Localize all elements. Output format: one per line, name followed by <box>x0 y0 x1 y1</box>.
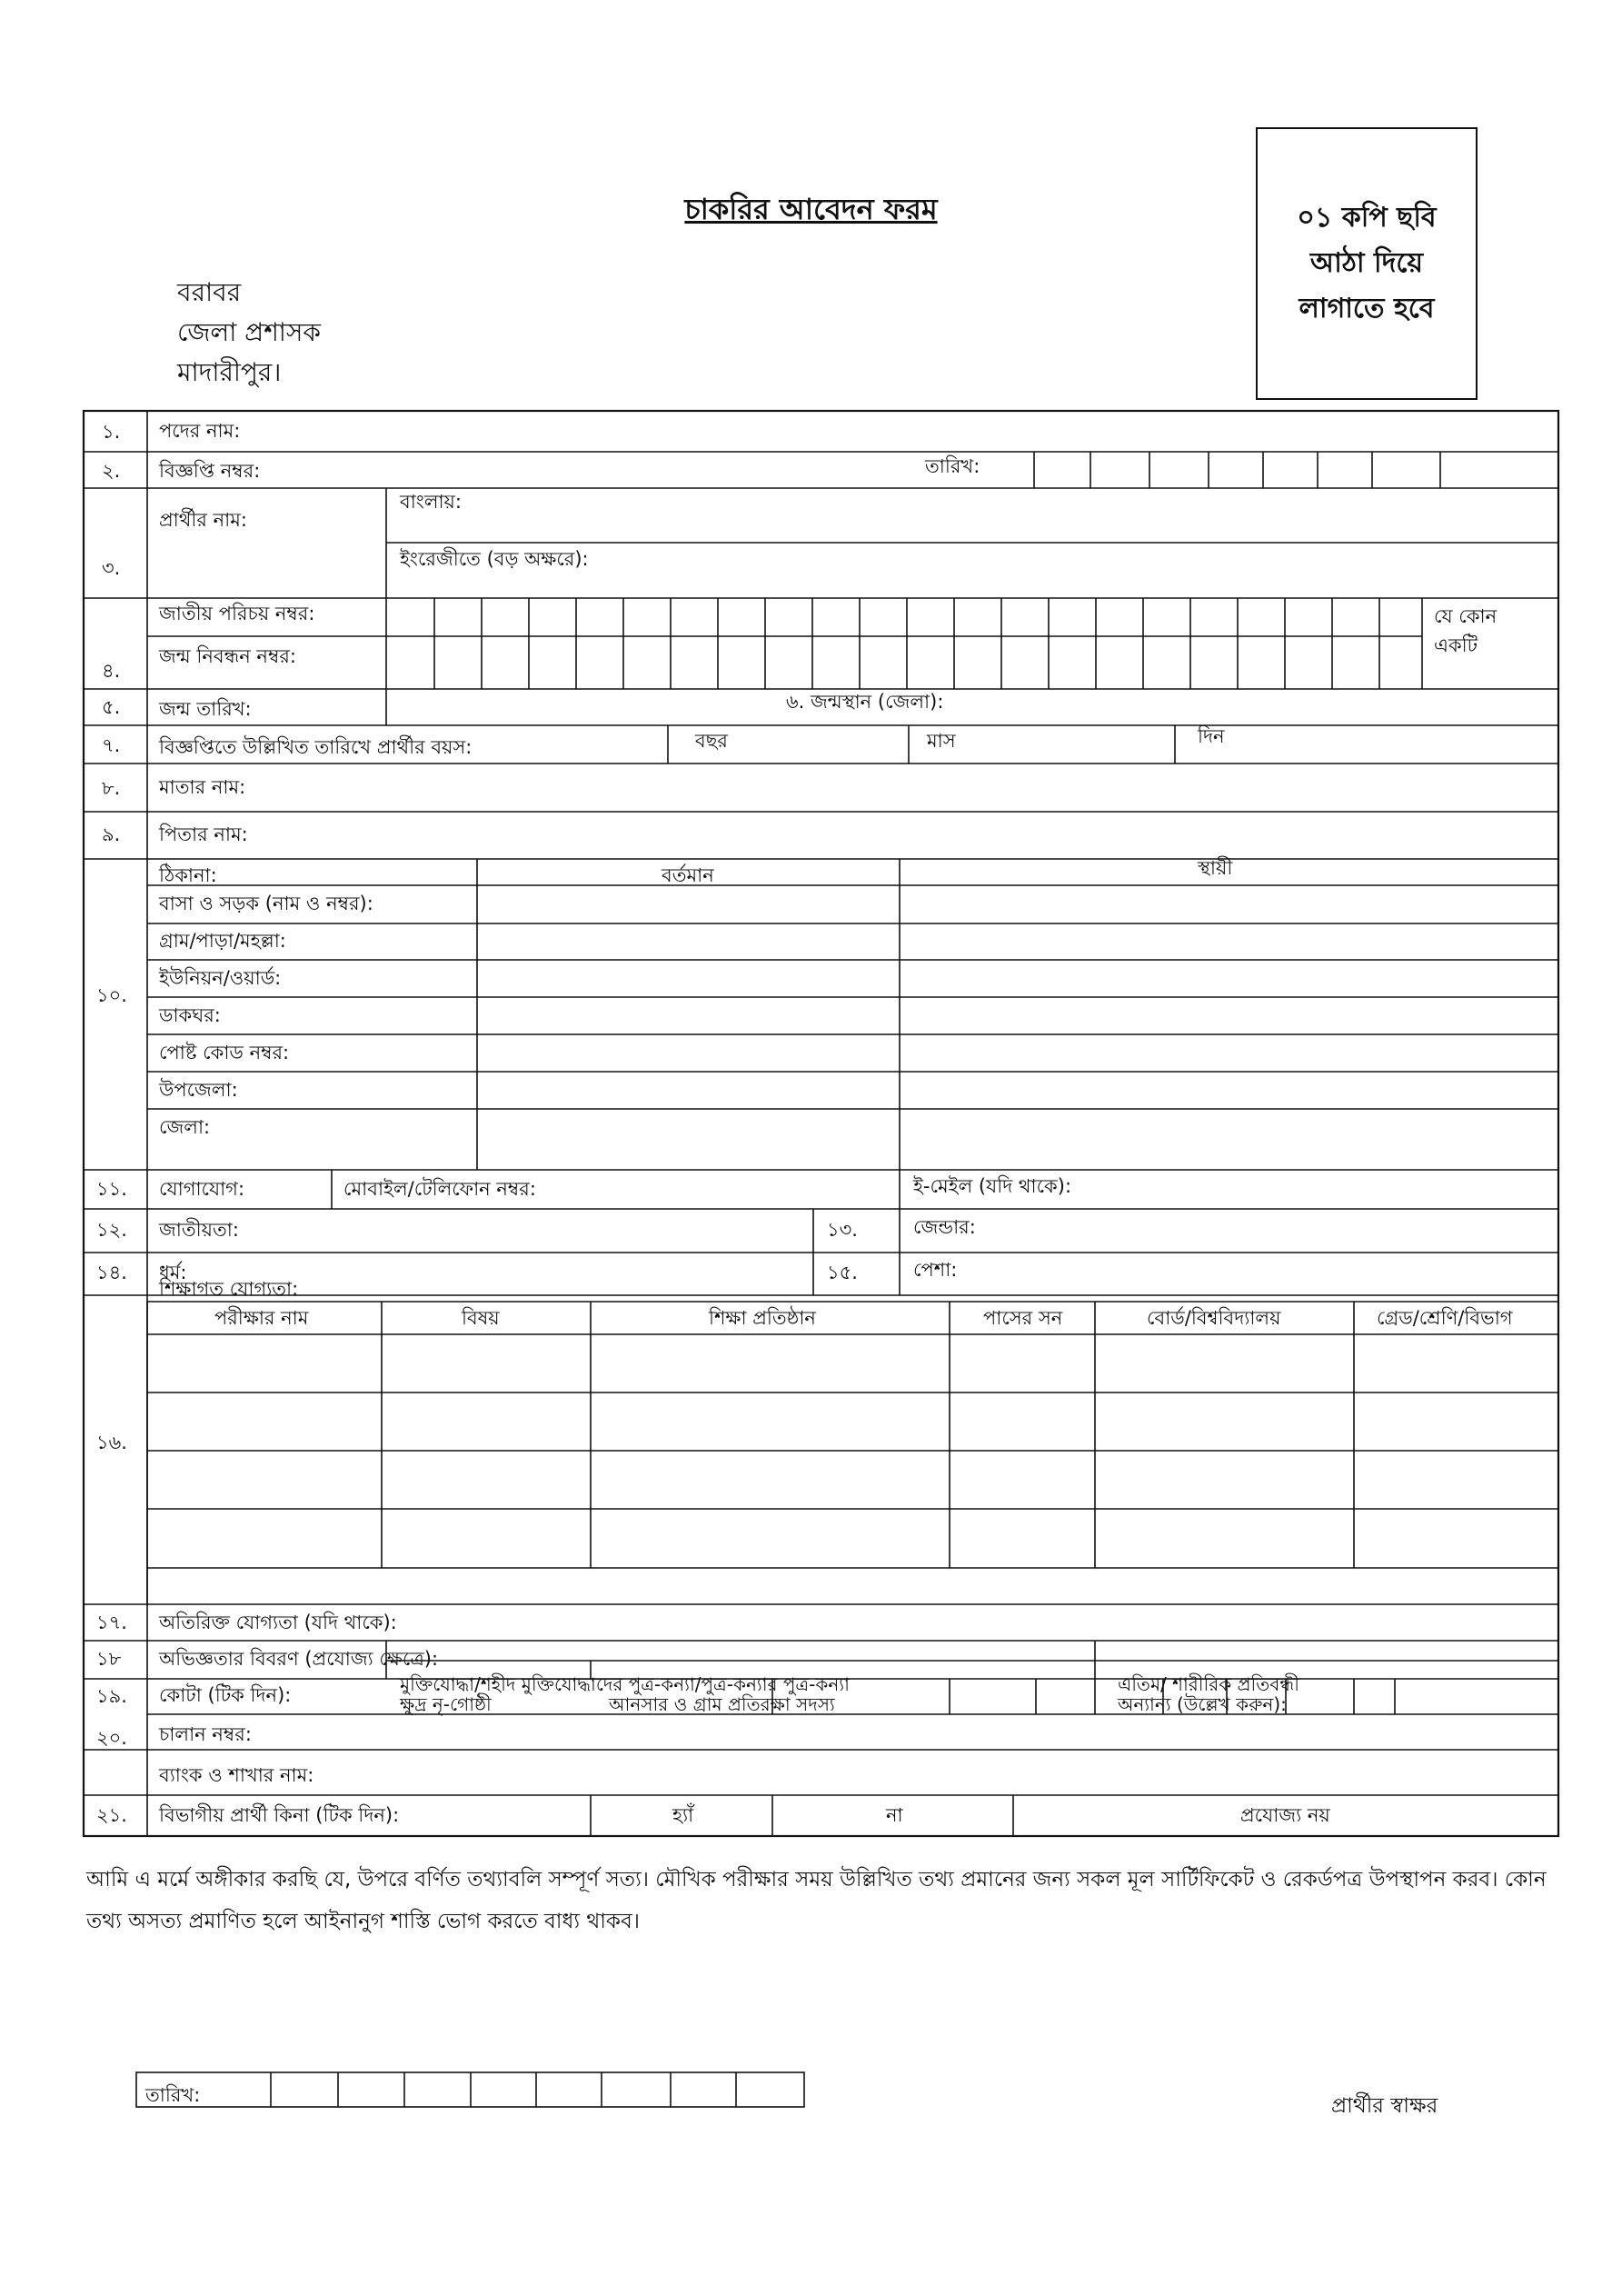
field-label-contact: যোগাযোগ: <box>159 1178 245 1200</box>
row-number: ১৮ <box>96 1648 122 1670</box>
permanent-address-heading: স্থায়ী <box>1198 857 1233 879</box>
row-number: ৪. <box>102 660 121 682</box>
field-label-nationality: জাতীয়তা: <box>159 1219 239 1241</box>
row-number: ১৩. <box>827 1219 858 1241</box>
photo-note-line: আঠা দিয়ে <box>1309 247 1424 279</box>
nid-note: যে কোন একটি <box>1434 605 1498 656</box>
quota-freedom-fighter[interactable]: মুক্তিযোদ্ধা/শহীদ মুক্তিযোদ্ধাদের পুত্র-কন্যা/পুত্র-কন্যার পুত্র-কন্যা <box>400 1673 850 1695</box>
departmental-yes-option[interactable]: হ্যাঁ <box>672 1804 694 1826</box>
field-label-dob: জন্ম তারিখ: <box>159 698 252 720</box>
field-label-circular-date: তারিখ: <box>925 455 980 477</box>
field-label-nid: জাতীয় পরিচয় নম্বর: <box>159 603 315 624</box>
field-label-departmental: বিভাগীয় প্রার্থী কিনা (টিক দিন): <box>159 1804 400 1826</box>
row-number: ২১. <box>96 1804 127 1826</box>
row-number: ১৬. <box>96 1432 127 1453</box>
edu-header-exam: পরীক্ষার নাম <box>214 1307 309 1329</box>
row-number: ১০. <box>96 984 127 1006</box>
photo-note-line: ০১ কপি ছবি <box>1297 202 1437 234</box>
row-number: ৭. <box>102 734 121 756</box>
field-label-extra-qualification: অতিরিক্ত যোগ্যতা (যদি থাকে): <box>159 1612 397 1633</box>
address-field-label: ইউনিয়ন/ওয়ার্ড: <box>159 967 282 989</box>
field-label-occupation: পেশা: <box>913 1259 958 1281</box>
addressee-line: মাদারীপুর। <box>177 357 282 387</box>
quota-ansar-vdp[interactable]: আনসার ও গ্রাম প্রতিরক্ষা সদস্য <box>609 1693 835 1715</box>
signature-label: প্রার্থীর স্বাক্ষর <box>1331 2094 1438 2118</box>
edu-header-subject: বিষয় <box>462 1307 500 1329</box>
field-label-mobile: মোবাইল/টেলিফোন নম্বর: <box>343 1178 536 1200</box>
departmental-na-option[interactable]: প্রযোজ্য নয় <box>1240 1804 1330 1826</box>
form-title: চাকরির আবেদন ফরম <box>684 192 938 226</box>
field-label-quota: কোটা (টিক দিন): <box>159 1684 292 1706</box>
field-label-birth-reg: জন্ম নিবন্ধন নম্বর: <box>159 645 296 667</box>
field-label-age: বিজ্ঞপ্তিতে উল্লিখিত তারিখে প্রার্থীর বয়স: <box>159 736 473 758</box>
photo-box[interactable] <box>1256 127 1478 400</box>
field-label-applicant-name: প্রার্থীর নাম: <box>159 509 247 531</box>
address-field-label: বাসা ও সড়ক (নাম ও নম্বর): <box>159 893 373 914</box>
address-field-label: জেলা: <box>159 1116 211 1138</box>
edu-header-institution: শিক্ষা প্রতিষ্ঠান <box>709 1307 816 1329</box>
field-label-birthplace: ৬. জন্মস্থান (জেলা): <box>786 691 944 713</box>
address-heading: ঠিকানা: <box>159 864 217 886</box>
address-field-label: পোষ্ট কোড নম্বর: <box>159 1042 290 1063</box>
row-number: ১৫. <box>827 1262 858 1283</box>
declaration-text: আমি এ মর্মে অঙ্গীকার করছি যে, উপরে বর্ণিত তথ্যাবলি সম্পূর্ণ সত্য। মৌখিক পরীক্ষার সময় উল্লিখিত তথ্য প্রমানের জন্য সকল মূল সার্টিফিকেট ও রেকর্ডপত্র উপস্থাপন করব। কোন তথ্য অসত্য প্রমাণিত হলে আইনানুগ শাস্তি ভোগ করতে বাধ্য থাকব। <box>86 1868 1547 1933</box>
row-number: ২০. <box>96 1727 127 1749</box>
row-number: ১. <box>102 421 121 443</box>
quota-other[interactable]: অন্যান্য (উল্লেখ করুন): <box>1118 1693 1287 1715</box>
field-label-name-bangla: বাংলায়: <box>400 491 462 513</box>
row-number: ১২. <box>96 1219 127 1241</box>
post-name-field[interactable] <box>491 416 1545 444</box>
row-number: ১৯. <box>96 1685 127 1707</box>
row-number: ৮. <box>102 777 121 799</box>
field-label-post-name: পদের নাম: <box>159 420 241 442</box>
field-label-circular-number: বিজ্ঞপ্তি নম্বর: <box>159 460 261 482</box>
row-number: ২. <box>102 460 121 482</box>
edu-header-year: পাসের সন <box>983 1307 1063 1329</box>
age-year-label: বছর <box>695 730 728 752</box>
row-number: ৯. <box>102 824 121 845</box>
field-label-religion: ধর্ম: <box>159 1262 187 1283</box>
row-number: ১১. <box>96 1178 127 1200</box>
addressee-line: বরাবর <box>177 277 242 307</box>
field-label-father-name: পিতার নাম: <box>159 824 248 845</box>
field-label-experience: অভিজ্ঞতার বিবরণ (প্রযোজ্য ক্ষেত্রে): <box>159 1648 439 1670</box>
departmental-no-option[interactable]: না <box>886 1804 903 1826</box>
field-label-name-english: ইংরেজীতে (বড় অক্ষরে): <box>400 548 589 570</box>
field-label-email: ই-মেইল (যদি থাকে): <box>913 1175 1072 1197</box>
field-label-education: শিক্ষাগত যোগ্যতা: <box>159 1278 299 1300</box>
field-label-challan: চালান নম্বর: <box>159 1723 252 1745</box>
age-month-label: মাস <box>927 730 956 752</box>
field-label-bank: ব্যাংক ও শাখার নাম: <box>159 1764 314 1786</box>
row-number: ৫. <box>102 696 121 718</box>
present-address-heading: বর্তমান <box>662 864 714 886</box>
edu-header-grade: গ্রেড/শ্রেণি/বিভাগ <box>1377 1307 1513 1329</box>
address-field-label: গ্রাম/পাড়া/মহল্লা: <box>159 930 286 952</box>
address-field-label: ডাকঘর: <box>159 1004 221 1026</box>
row-number: ১৪. <box>96 1262 127 1283</box>
row-number: ৩. <box>102 557 121 579</box>
addressee-line: জেলা প্রশাসক <box>177 317 321 347</box>
photo-note-line: লাগাতে হবে <box>1299 293 1435 324</box>
footer-date-label: তারিখ: <box>145 2084 201 2106</box>
quota-ethnic-minority[interactable]: ক্ষুদ্র নৃ-গোষ্ঠী <box>400 1693 492 1715</box>
age-day-label: দিন <box>1198 725 1225 747</box>
field-label-gender: জেন্ডার: <box>913 1216 976 1238</box>
edu-header-board: বোর্ড/বিশ্ববিদ্যালয় <box>1147 1307 1281 1329</box>
field-label-mother-name: মাতার নাম: <box>159 776 246 798</box>
row-number: ১৭. <box>96 1612 127 1633</box>
quota-orphan-disabled[interactable]: এতিম/ শারীরিক প্রতিবন্ধী <box>1118 1673 1299 1695</box>
address-field-label: উপজেলা: <box>159 1079 238 1101</box>
